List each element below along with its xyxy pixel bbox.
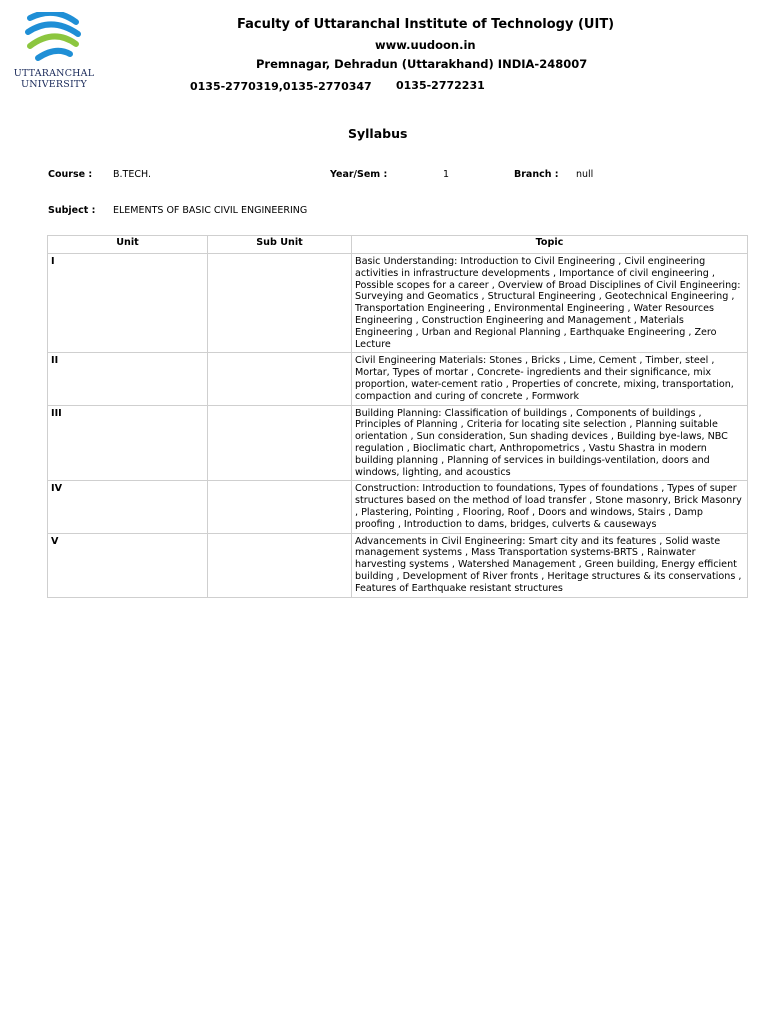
table-row — [48, 533, 748, 597]
sub-unit-cell — [208, 533, 352, 597]
table-row — [48, 405, 748, 481]
topic-cell: Civil Engineering Materials: Stones , Bricks , Lime, Cement , Timber, steel , Mortar, Types of mortar , Concrete- ingredients and their significance, mix proportion, water-cement ratio , Properties of concrete, mixing, transportation, compaction and curing of concrete , Formwork — [352, 353, 748, 405]
branch-value: null — [576, 169, 594, 180]
sub-unit-cell — [208, 405, 352, 481]
subject-value: ELEMENTS OF BASIC CIVIL ENGINEERING — [113, 205, 308, 216]
unit-cell: II — [48, 353, 208, 405]
sub-unit-cell — [208, 481, 352, 533]
year-sem-value: 1 — [443, 169, 450, 180]
column-header-sub-unit: Sub Unit — [208, 236, 352, 254]
phone-number-secondary: 0135-2772231 — [396, 79, 485, 92]
table-row — [48, 353, 748, 405]
address: Premnagar, Dehradun (Uttarakhand) INDIA-248007 — [256, 57, 588, 71]
unit-cell: V — [48, 533, 208, 597]
unit-cell: I — [48, 254, 208, 353]
sub-unit-cell — [208, 353, 352, 405]
column-header-topic: Topic — [352, 236, 748, 254]
subject-label: Subject : — [48, 205, 96, 216]
course-label: Course : — [48, 169, 93, 180]
logo-text-line-1: UTTARANCHAL — [13, 68, 95, 79]
table-header-row — [48, 236, 748, 254]
logo-text-line-2: UNIVERSITY — [21, 79, 87, 90]
university-logo-icon — [24, 12, 84, 68]
topic-cell: Basic Understanding: Introduction to Civil Engineering , Civil engineering activities in infrastructure developments , Importance of civil engineering , Possible scopes for a career , Overview of Broad Disciplines of Civil Engineering: Surveying and Geomatics , Structural Engineering , Geotechnical Engineering , Transportation Engineering , Environmental Engineering , Water Resources Engineering , Construction Engineering and Management , Materials Engineering , Urban and Regional Planning , Earthquake Engineering , Zero Lecture — [352, 254, 748, 353]
course-value: B.TECH. — [113, 169, 151, 180]
column-header-unit: Unit — [48, 236, 208, 254]
year-sem-label: Year/Sem : — [330, 169, 388, 180]
university-logo-text — [10, 68, 98, 90]
website: www.uudoon.in — [375, 38, 476, 52]
topic-cell: Advancements in Civil Engineering: Smart city and its features , Solid waste management systems , Mass Transportation systems-BRTS , Rainwater harvesting systems , Watershed Management , Green building, Energy efficient building , Development of River fronts , Heritage structures & its conservations , Features of Earthquake resistant structures — [352, 533, 748, 597]
syllabus-table — [47, 235, 748, 598]
page-title: Syllabus — [348, 126, 408, 141]
institute-name: Faculty of Uttaranchal Institute of Technology (UIT) — [237, 17, 615, 32]
table-row — [48, 481, 748, 533]
topic-cell: Building Planning: Classification of buildings , Components of buildings , Principles of Planning , Criteria for locating site selection , Planning suitable orientation , Sun consideration, Sun shading devices , Building bye-laws, NBC regulation , Bioclimatic chart, Anthropometrics , Vastu Shastra in modern building planning , Planning of services in buildings-ventilation, doors and windows, lighting, and acoustics — [352, 405, 748, 481]
table-row — [48, 254, 748, 353]
unit-cell: IV — [48, 481, 208, 533]
branch-label: Branch : — [514, 169, 559, 180]
university-logo — [10, 12, 98, 92]
topic-cell: Construction: Introduction to foundations, Types of foundations , Types of super structures based on the method of load transfer , Stone masonry, Brick Masonry , Plastering, Pointing , Flooring, Roof , Doors and windows, Stairs , Damp proofing , Introduction to dams, bridges, culverts & causeways — [352, 481, 748, 533]
unit-cell: III — [48, 405, 208, 481]
sub-unit-cell — [208, 254, 352, 353]
phone-numbers-primary: 0135-2770319,0135-2770347 — [190, 80, 372, 93]
